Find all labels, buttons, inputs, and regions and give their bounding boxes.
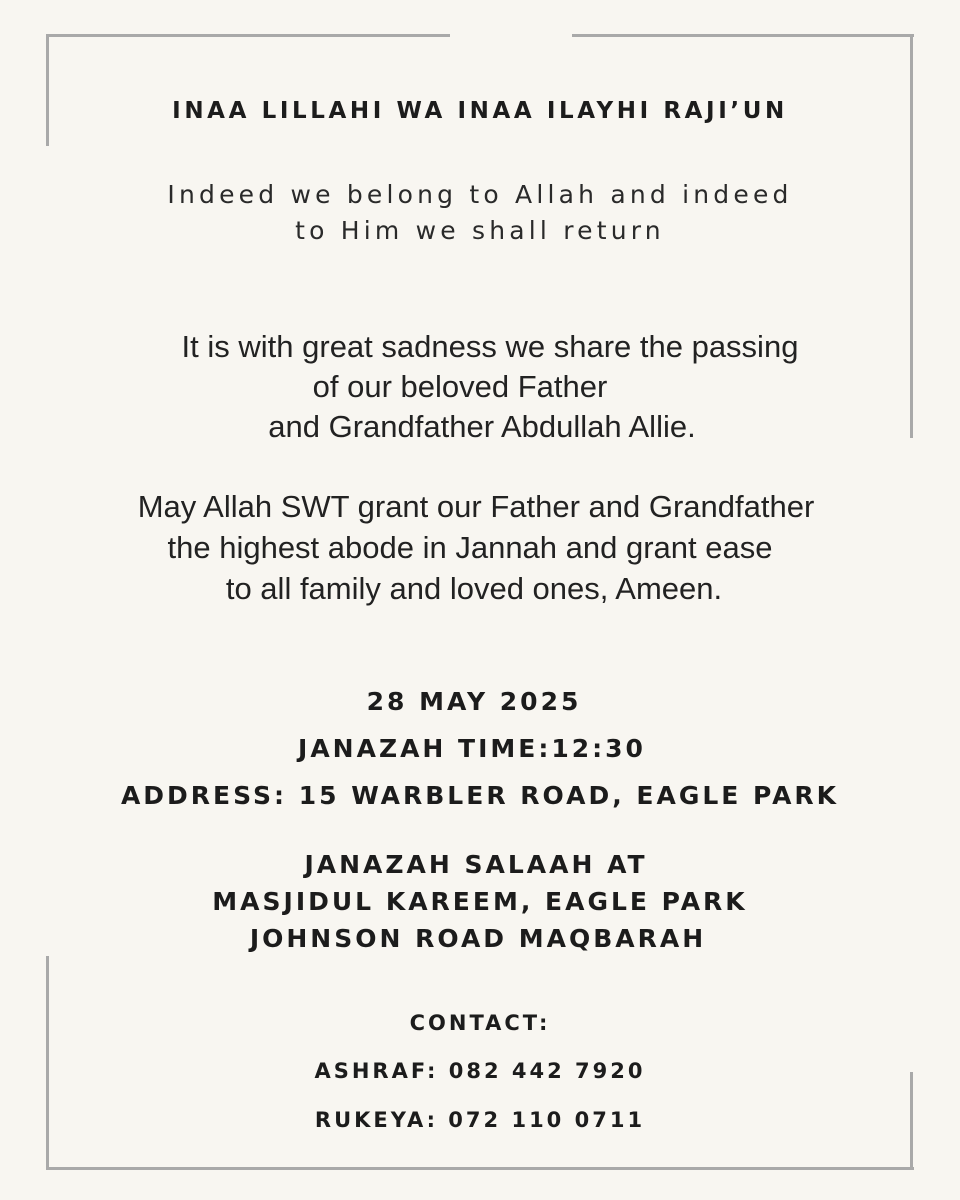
translation-line-2: to Him we shall return bbox=[295, 216, 665, 245]
frame-top-right bbox=[572, 34, 914, 37]
heading: INAA LILLAHI WA INAA ILAYHI RAJI’UN bbox=[172, 98, 788, 124]
salaah-line-3: JOHNSON ROAD MAQBARAH bbox=[249, 924, 707, 953]
prayer-line-2: the highest abode in Jannah and grant ease bbox=[167, 530, 773, 565]
announcement-line-1: It is with great sadness we share the passing bbox=[181, 329, 799, 364]
salaah-line-2: MASJIDUL KAREEM, EAGLE PARK bbox=[212, 887, 748, 916]
translation-line-1: Indeed we belong to Allah and indeed bbox=[167, 180, 793, 209]
announcement-line-2: of our beloved Father bbox=[312, 369, 608, 404]
contact-ashraf: ASHRAF: 082 442 7920 bbox=[314, 1059, 646, 1083]
prayer-line-1: May Allah SWT grant our Father and Grandfather bbox=[137, 489, 815, 524]
contact-rukeya: RUKEYA: 072 110 0711 bbox=[314, 1108, 646, 1132]
frame-left-top bbox=[46, 34, 49, 146]
frame-top-left bbox=[46, 34, 450, 37]
salaah-line-1: JANAZAH SALAAH AT bbox=[304, 850, 648, 879]
prayer-line-3: to all family and loved ones, Ameen. bbox=[225, 571, 723, 606]
frame-bottom bbox=[46, 1167, 914, 1170]
address: ADDRESS: 15 WARBLER ROAD, EAGLE PARK bbox=[120, 781, 840, 810]
janazah-time: JANAZAH TIME:12:30 bbox=[298, 734, 646, 763]
contact-label: CONTACT: bbox=[409, 1011, 551, 1035]
announcement-line-3: and Grandfather Abdullah Allie. bbox=[268, 409, 696, 444]
date: 28 MAY 2025 bbox=[366, 687, 582, 716]
